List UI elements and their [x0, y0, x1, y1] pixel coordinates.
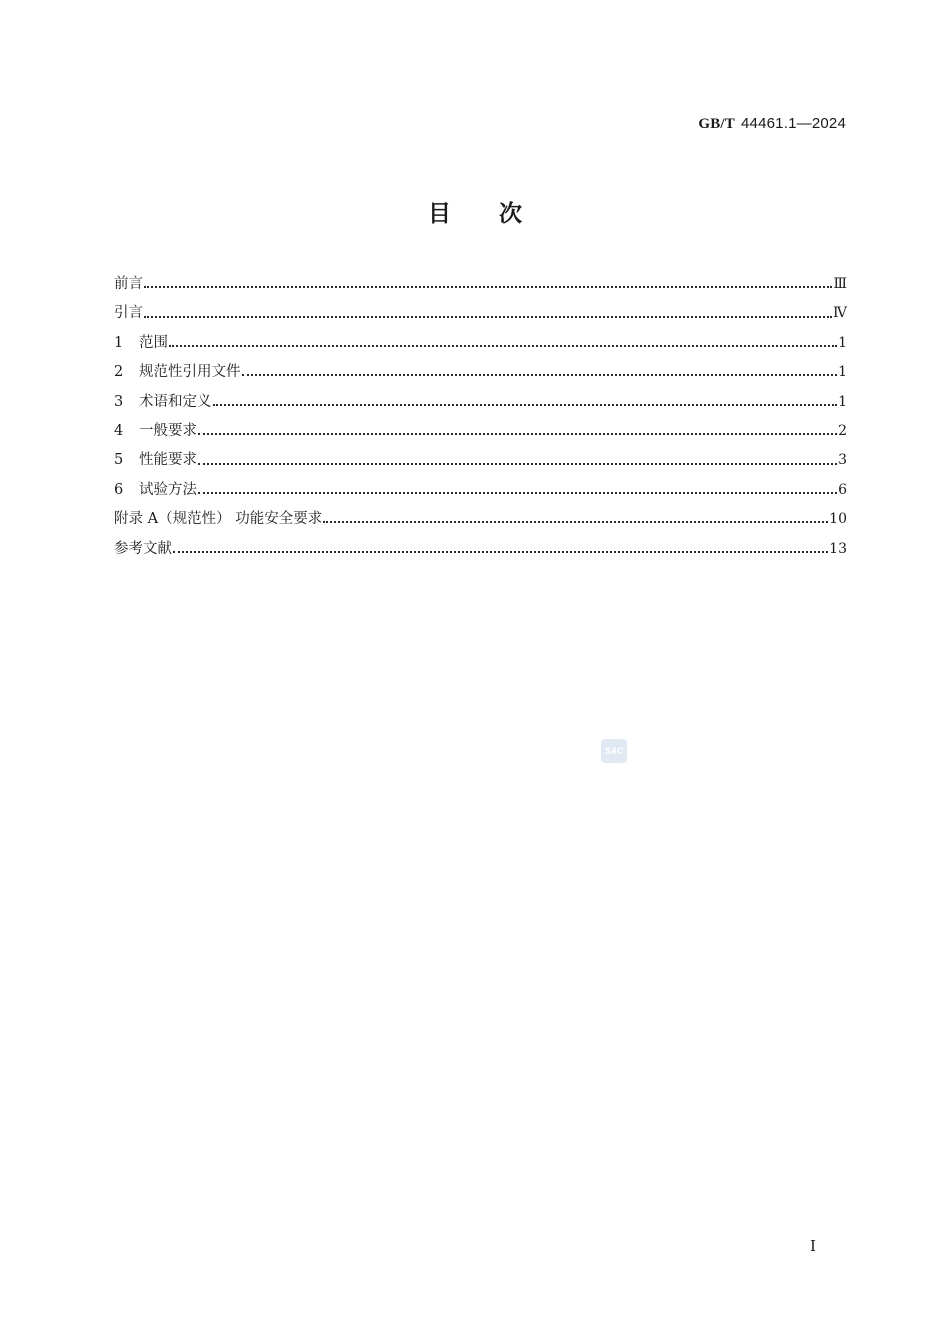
toc-entry-annex-a[interactable]	[114, 505, 847, 534]
toc-entry-page: 1	[838, 334, 847, 351]
toc-entry-number: 6	[114, 481, 124, 498]
toc-entry-page: 2	[838, 422, 847, 439]
toc-entry-bibliography[interactable]	[114, 535, 847, 564]
toc-entry-scope[interactable]	[114, 329, 847, 358]
toc-entry-terms-definitions[interactable]	[114, 388, 847, 417]
toc-entry-page: 3	[838, 452, 847, 469]
toc-entry-page: 1	[838, 393, 847, 410]
toc-entry-normative-references[interactable]	[114, 358, 847, 387]
toc-entry-label: 性能要求	[139, 452, 197, 469]
toc-entry-label: 前言	[114, 276, 143, 292]
toc-entry-introduction[interactable]	[114, 299, 847, 328]
standard-code: 44461.1—2024	[741, 115, 846, 132]
toc-entry-page: 13	[829, 540, 847, 557]
toc-entry-page: Ⅳ	[833, 305, 847, 322]
toc-entry-label: 范围	[139, 334, 168, 351]
toc-entry-number: 2	[114, 364, 124, 381]
toc-entry-label: 引言	[114, 305, 143, 322]
dot-leader	[242, 373, 838, 376]
dot-leader	[173, 550, 828, 553]
toc-entry-page: 1	[838, 364, 847, 381]
toc-entry-page: 10	[829, 511, 847, 528]
dot-leader	[198, 432, 837, 435]
toc-entry-test-methods[interactable]	[114, 476, 847, 505]
dot-leader	[198, 462, 837, 465]
toc-entry-label: 参考文献	[114, 540, 172, 557]
page-number: Ⅰ	[810, 1237, 816, 1255]
toc-entry-number: 5	[114, 452, 124, 469]
toc-entry-page: Ⅲ	[833, 276, 847, 292]
toc-entry-page: 6	[838, 481, 847, 498]
toc-entry-label: 试验方法	[139, 481, 197, 498]
sac-watermark-logo: SAC	[601, 739, 627, 763]
dot-leader	[198, 491, 837, 494]
dot-leader	[169, 344, 837, 347]
dot-leader	[144, 285, 832, 288]
toc-entry-label: 一般要求	[139, 422, 197, 439]
dot-leader	[144, 315, 832, 318]
toc-entry-label: 附录 A（规范性） 功能安全要求	[114, 511, 323, 528]
toc-entry-number: 3	[114, 393, 124, 410]
standard-number	[698, 114, 846, 133]
table-of-contents	[114, 270, 847, 564]
toc-entry-general-requirements[interactable]	[114, 417, 847, 446]
toc-entry-label: 术语和定义	[139, 393, 212, 410]
toc-title: 目次	[428, 201, 570, 227]
standard-prefix: GB/T	[698, 116, 735, 132]
toc-entry-preface[interactable]	[114, 270, 847, 299]
dot-leader	[323, 520, 828, 523]
dot-leader	[213, 403, 838, 406]
toc-entry-label: 规范性引用文件	[139, 364, 241, 381]
toc-entry-number: 4	[114, 422, 124, 439]
toc-entry-performance-requirements[interactable]	[114, 446, 847, 475]
toc-entry-number: 1	[114, 334, 124, 351]
